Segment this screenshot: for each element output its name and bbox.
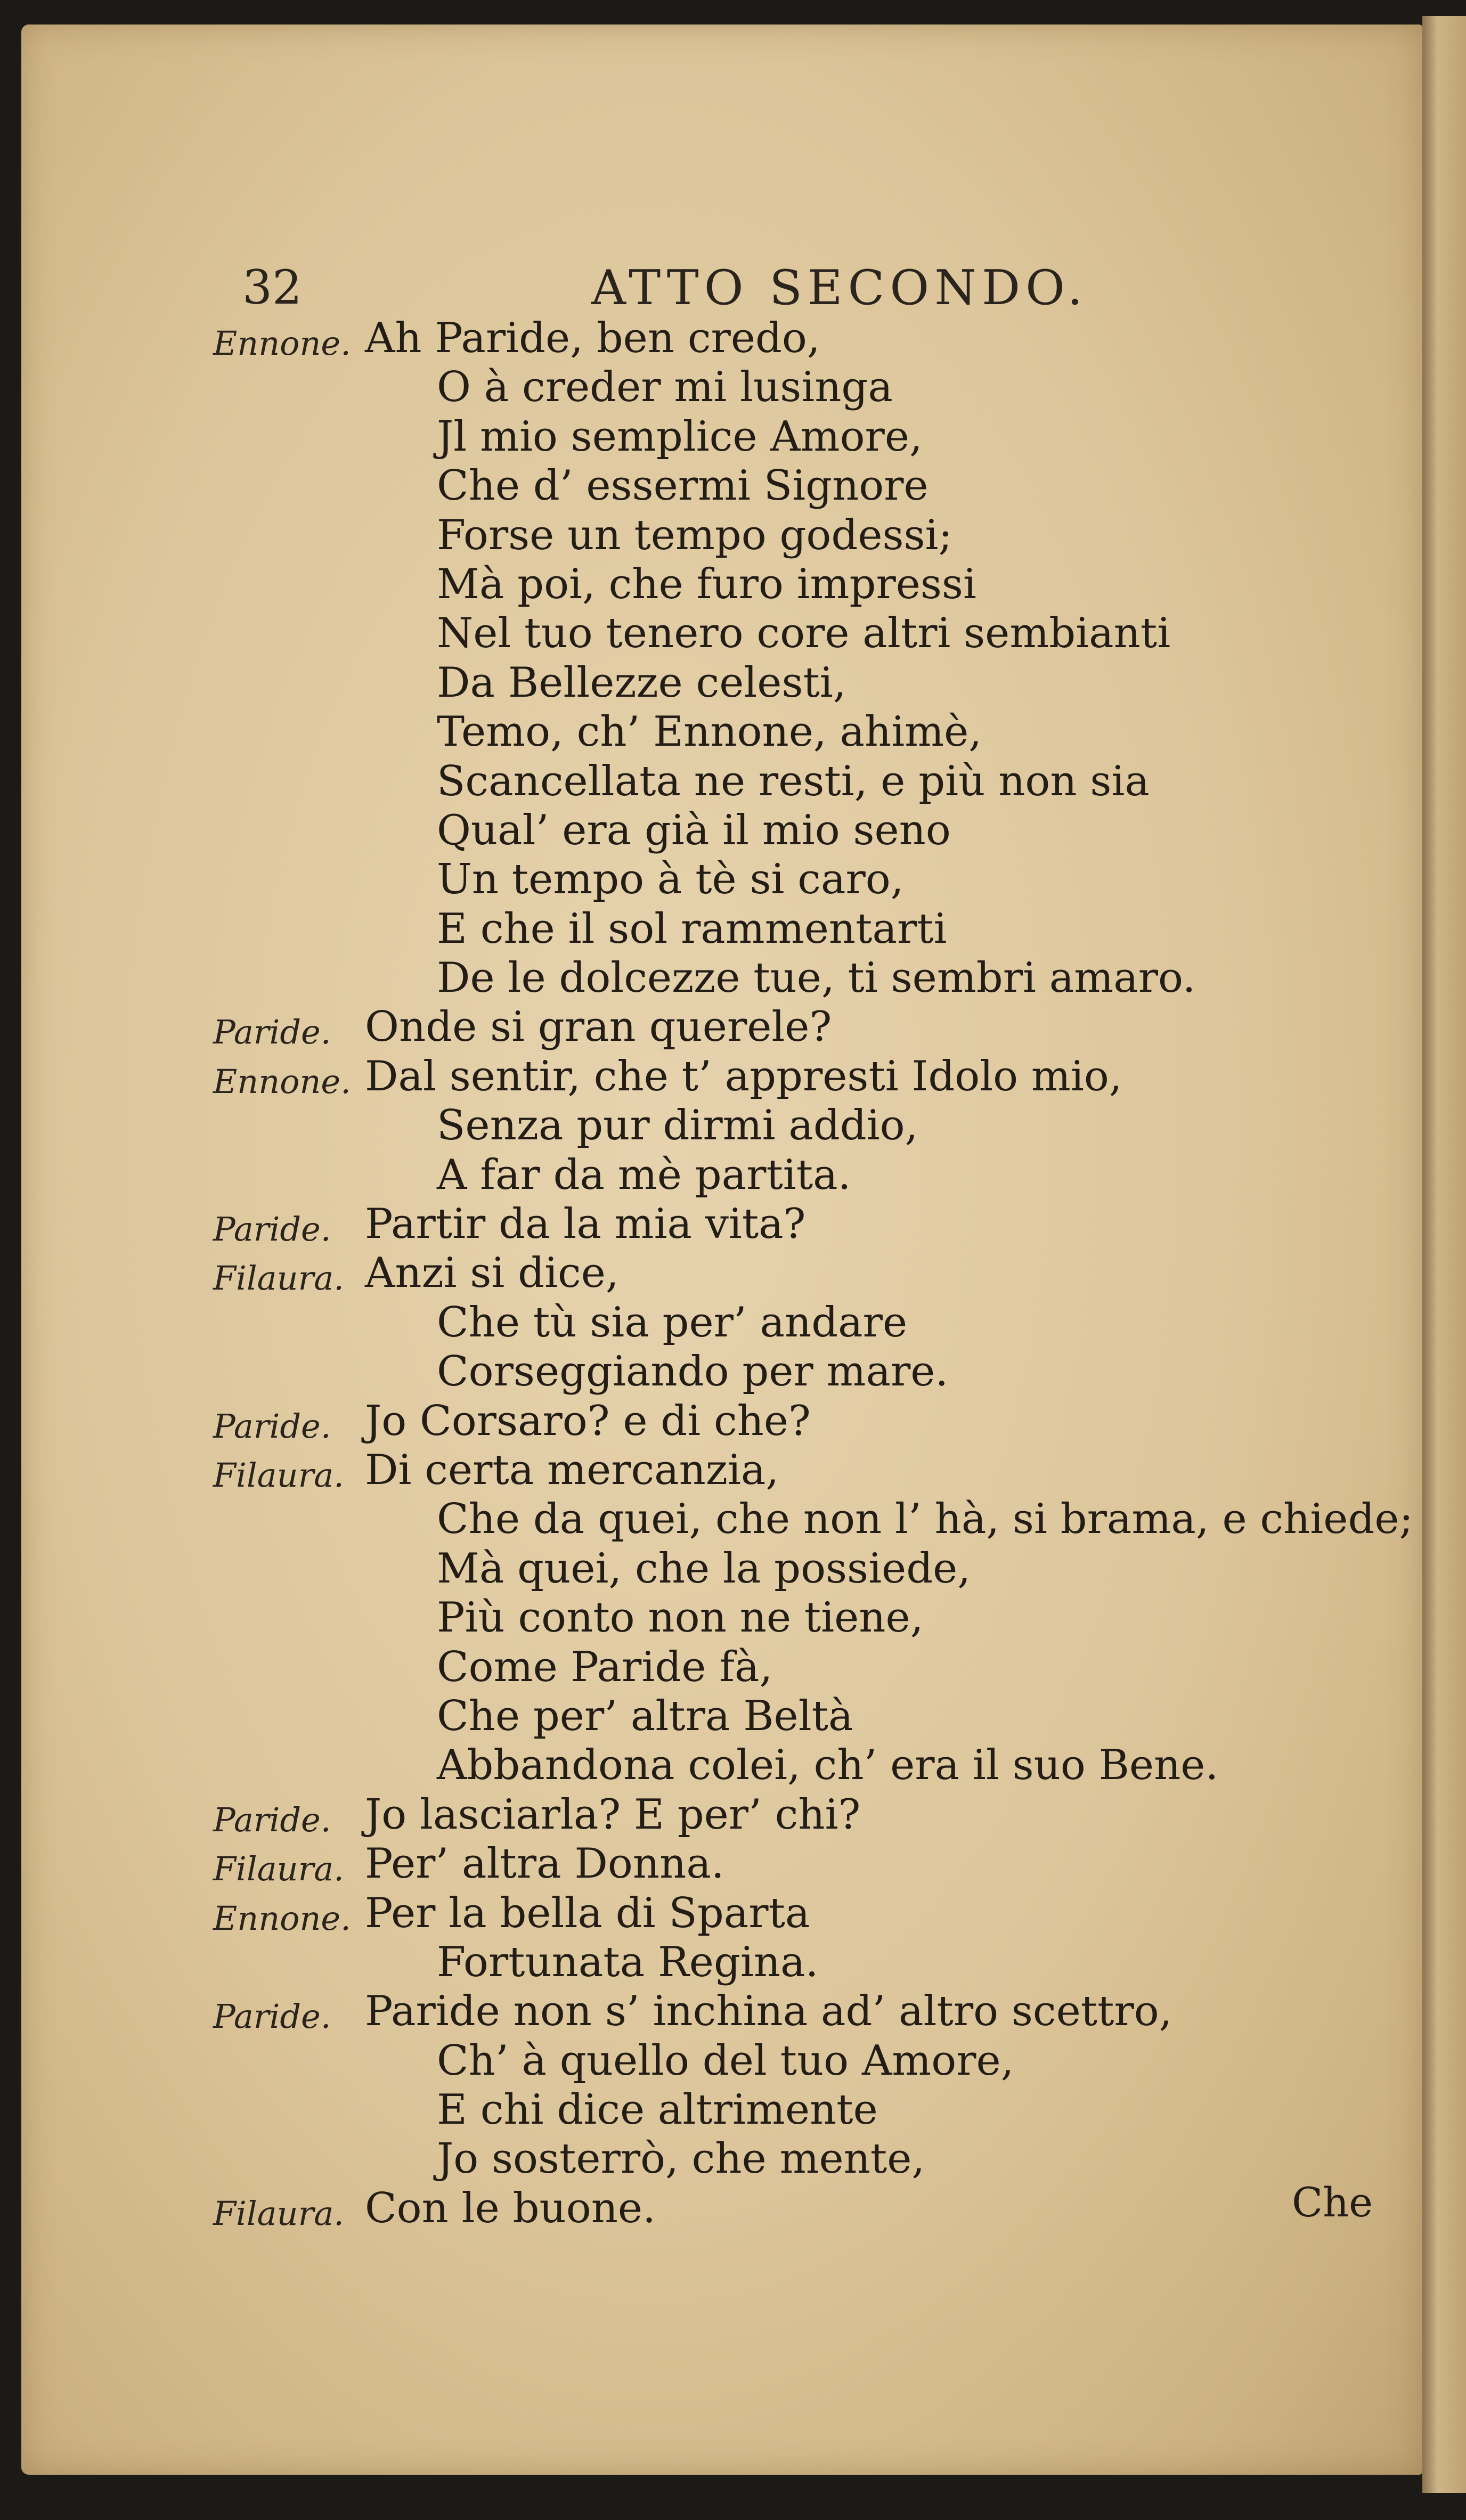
verse-text: Mà quei, che la possiede,	[437, 1544, 971, 1593]
verse-text: Che d’ essermi Signore	[437, 462, 929, 510]
speaker-label: Filaura.	[213, 1455, 344, 1495]
dialogue-line	[0, 2135, 1466, 2184]
dialogue-line	[0, 1545, 1466, 1594]
verse-text: De le dolcezze tue, ti sembri amaro.	[437, 954, 1196, 1002]
dialogue-line	[0, 1987, 1466, 2036]
dialogue-line	[0, 806, 1466, 855]
dialogue-lines	[0, 314, 1466, 2233]
verse-text: Che tù sia per’ andare	[437, 1298, 908, 1347]
dialogue-line	[0, 609, 1466, 658]
dialogue-line	[0, 1249, 1466, 1298]
verse-text: Fortunata Regina.	[437, 1938, 819, 1986]
dialogue-line	[0, 2037, 1466, 2086]
dialogue-line	[0, 2086, 1466, 2135]
verse-text: Anzi si dice,	[365, 1249, 619, 1298]
speaker-label: Ennone.	[213, 324, 351, 363]
dialogue-line	[0, 708, 1466, 757]
speaker-label: Ennone.	[213, 1062, 351, 1101]
speaker-label: Filaura.	[213, 1259, 344, 1298]
speaker-label: Paride.	[213, 1013, 331, 1052]
running-title: ATTO SECONDO.	[591, 260, 1088, 316]
verse-text: Abbandona colei, ch’ era il suo Bene.	[437, 1741, 1219, 1790]
dialogue-line	[0, 905, 1466, 954]
verse-text: Jo lasciarla? E per’ chi?	[365, 1790, 861, 1839]
verse-text: Per’ altra Donna.	[365, 1840, 724, 1888]
dialogue-line	[0, 1741, 1466, 1790]
dialogue-line	[0, 363, 1466, 412]
dialogue-line	[0, 1692, 1466, 1741]
page-number: 32	[242, 260, 302, 315]
verse-text: Dal sentir, che t’ appresti Idolo mio,	[365, 1052, 1122, 1100]
verse-text: Nel tuo tenero core altri sembianti	[437, 609, 1171, 658]
dialogue-line	[0, 757, 1466, 806]
dialogue-line	[0, 1791, 1466, 1840]
verse-text: Temo, ch’ Ennone, ahimè,	[437, 708, 982, 756]
dialogue-line	[0, 462, 1466, 511]
verse-text: Forse un tempo godessi;	[437, 511, 952, 559]
dialogue-line	[0, 1594, 1466, 1643]
catchword: Che	[1292, 2179, 1373, 2226]
dialogue-line	[0, 1003, 1466, 1052]
dialogue-line	[0, 1938, 1466, 1987]
verse-text: Da Bellezze celesti,	[437, 658, 846, 707]
speaker-label: Paride.	[213, 1997, 331, 2036]
verse-text: Jo sosterrò, che mente,	[437, 2135, 925, 2183]
dialogue-line	[0, 1840, 1466, 1889]
dialogue-line	[0, 1889, 1466, 1938]
verse-text: Di certa mercanzia,	[365, 1446, 779, 1494]
verse-text: Partir da la mia vita?	[365, 1200, 806, 1249]
verse-text: E che il sol rammentarti	[437, 904, 947, 953]
verse-text: Jo Corsaro? e di che?	[365, 1397, 811, 1445]
verse-text: Mà poi, che furo impressi	[437, 560, 976, 608]
verse-text: Che per’ altra Beltà	[437, 1692, 853, 1740]
speaker-label: Paride.	[213, 1210, 331, 1249]
speaker-label: Paride.	[213, 1406, 331, 1446]
dialogue-line	[0, 2184, 1466, 2233]
verse-text: Un tempo à tè si caro,	[437, 855, 904, 904]
dialogue-line	[0, 1446, 1466, 1495]
verse-text: Onde si gran querele?	[365, 1003, 832, 1051]
dialogue-line	[0, 511, 1466, 560]
dialogue-line	[0, 1102, 1466, 1151]
verse-text: Con le buone.	[365, 2184, 656, 2232]
dialogue-line	[0, 1200, 1466, 1249]
verse-text: Scancellata ne resti, e più non sia	[437, 757, 1150, 805]
verse-text: Come Paride fà,	[437, 1643, 773, 1691]
verse-text: Paride non s’ inchina ad’ altro scettro,	[365, 1987, 1172, 2036]
verse-text: Che da quei, che non l’ hà, si brama, e chiede;	[437, 1495, 1413, 1544]
dialogue-line	[0, 1053, 1466, 1102]
page-header	[0, 260, 1466, 319]
verse-text: A far da mè partita.	[437, 1151, 851, 1199]
verse-text: Ah Paride, ben credo,	[365, 314, 820, 362]
dialogue-line	[0, 413, 1466, 462]
verse-text: Qual’ era già il mio seno	[437, 806, 951, 854]
verse-text: O à creder mi lusinga	[437, 363, 893, 412]
speaker-label: Paride.	[213, 1800, 331, 1839]
dialogue-line	[0, 1495, 1466, 1544]
verse-text: Jl mio semplice Amore,	[437, 412, 923, 461]
speaker-label: Filaura.	[213, 2193, 344, 2233]
dialogue-line	[0, 1151, 1466, 1200]
dialogue-line	[0, 1397, 1466, 1446]
dialogue-line	[0, 954, 1466, 1003]
verse-text: Senza pur dirmi addio,	[437, 1102, 918, 1150]
dialogue-line	[0, 855, 1466, 904]
verse-text: E chi dice altrimente	[437, 2086, 878, 2134]
verse-text: Corseggiando per mare.	[437, 1348, 949, 1396]
speaker-label: Ennone.	[213, 1898, 351, 1938]
dialogue-line	[0, 1348, 1466, 1397]
dialogue-line	[0, 1299, 1466, 1348]
dialogue-line	[0, 314, 1466, 363]
speaker-label: Filaura.	[213, 1849, 344, 1889]
verse-text: Ch’ à quello del tuo Amore,	[437, 2036, 1014, 2085]
dialogue-line	[0, 659, 1466, 708]
verse-text: Più conto non ne tiene,	[437, 1594, 924, 1642]
dialogue-line	[0, 1643, 1466, 1692]
verse-text: Per la bella di Sparta	[365, 1889, 810, 1937]
dialogue-line	[0, 560, 1466, 609]
